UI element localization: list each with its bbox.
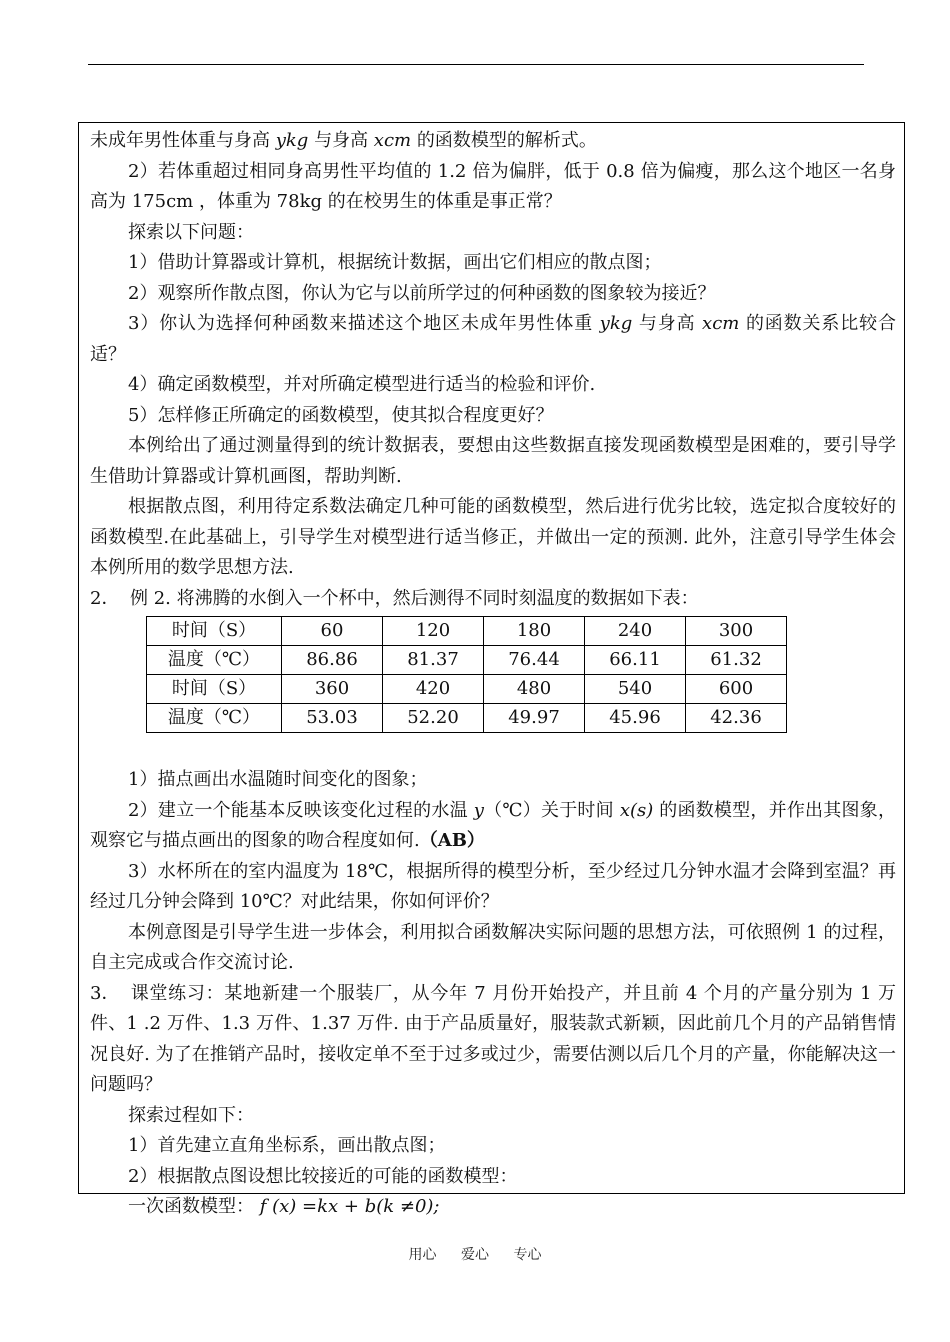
- content-body: [90, 126, 896, 1223]
- text: 课堂练习：某地新建一个服装厂，从今年 7 月份开始投产，并且前 4 个月的产量分别为 1 万件、1 .2 万件、1.3 万件、1.37 万件. 由于产品质量好，服装款式新颖，因此前几个月的产品销售情况良好. 为了在推销产品时，接收定单不至于过多或过少，需要估测以后几个月的产量，你能解决这一问题吗？: [90, 982, 896, 1095]
- exercise-3: [90, 979, 896, 1101]
- explore-title: 探索以下问题：: [128, 221, 254, 243]
- text: 未成年男性体重与身高: [90, 130, 276, 151]
- text: 一次函数模型：: [128, 1196, 260, 1217]
- explore-item-2: 2）观察所作散点图，你认为它与以前所学过的何种函数的图象较为接近？: [128, 282, 716, 304]
- explore-item-1: 1）借助计算器或计算机，根据统计数据，画出它们相应的散点图；: [128, 252, 662, 273]
- math-var: y: [473, 799, 484, 821]
- table-cell: 81.37: [383, 646, 484, 675]
- formula: f (x) =kx + b(k ≠0);: [259, 1196, 440, 1217]
- table-cell: 42.36: [686, 704, 787, 733]
- process-title: 探索过程如下：: [128, 1104, 254, 1126]
- table-row: [147, 675, 787, 704]
- table-cell: 86.86: [282, 646, 383, 675]
- question-2: 2）若体重超过相同身高男性平均值的 1.2 倍为偏胖，低于 0.8 倍为偏瘦，那么这个地区一名身高为 175cm ，体重为 78kg 的在校男生的体重是事正常？: [90, 160, 896, 212]
- line-1: [90, 126, 896, 157]
- linear-model: [90, 1192, 896, 1223]
- math-var: x(s): [619, 799, 654, 821]
- explore-item-5: 5）怎样修正所确定的函数模型，使其拟合程度更好？: [128, 404, 554, 426]
- task-2: [90, 796, 896, 857]
- paragraph-1: 本例给出了通过测量得到的统计数据表，要想由这些数据直接发现函数模型是困难的，要引导学生借助计算器或计算机画图，帮助判断.: [90, 435, 896, 487]
- table-row: [147, 704, 787, 733]
- table-cell: 600: [686, 675, 787, 704]
- task-3: 3）水杯所在的室内温度为 18℃，根据所得的模型分析，至少经过几分钟水温才会降到室温？再经过几分钟会降到 10℃？对此结果，你如何评价？: [90, 860, 896, 912]
- difficulty-tag: （AB）: [419, 830, 485, 851]
- text: 2）建立一个能基本反映该变化过程的水温: [128, 799, 474, 821]
- table-cell: 温度（℃）: [147, 704, 282, 733]
- math-var: xcm: [373, 130, 412, 151]
- footer-word: 爱心: [461, 1247, 489, 1263]
- table-cell: 76.44: [484, 646, 585, 675]
- math-var: ykg: [275, 130, 309, 151]
- table-cell: 180: [484, 617, 585, 646]
- table-cell: 时间（S）: [147, 675, 282, 704]
- text: 的函数关系比较合适？: [90, 313, 896, 365]
- table-cell: 时间（S）: [147, 617, 282, 646]
- page-footer: [0, 1244, 950, 1264]
- table-cell: 540: [585, 675, 686, 704]
- table-cell: 240: [585, 617, 686, 646]
- paragraph-3: 本例意图是引导学生进一步体会，利用拟合函数解决实际问题的思想方法，可依照例 1 的过程，自主完成或合作交流讨论.: [90, 921, 896, 973]
- table-cell: 360: [282, 675, 383, 704]
- table-cell: 45.96: [585, 704, 686, 733]
- table-cell: 120: [383, 617, 484, 646]
- process-step-2: 2）根据散点图设想比较接近的可能的函数模型：: [128, 1165, 518, 1187]
- footer-word: 专心: [513, 1247, 542, 1263]
- table-row: [147, 617, 787, 646]
- text: 例 2. 将沸腾的水倒入一个杯中，然后测得不同时刻温度的数据如下表：: [130, 587, 699, 609]
- paragraph-2: 根据散点图，利用待定系数法确定几种可能的函数模型，然后进行优劣比较，选定拟合度较好的函数模型.在此基础上，引导学生对模型进行适当修正，并做出一定的预测. 此外，注意引导学生体会本例所用的数学思想方法.: [90, 496, 896, 578]
- table-cell: 66.11: [585, 646, 686, 675]
- math-var: xcm: [702, 313, 740, 334]
- table-cell: 53.03: [282, 704, 383, 733]
- table-cell: 61.32: [686, 646, 787, 675]
- table-cell: 420: [383, 675, 484, 704]
- table-cell: 300: [686, 617, 787, 646]
- example-2-heading: [90, 584, 896, 615]
- table-cell: 60: [282, 617, 383, 646]
- content-frame: [78, 122, 905, 1217]
- temperature-table: [146, 616, 787, 733]
- task-1: 1）描点画出水温随时间变化的图象；: [128, 769, 428, 790]
- table-cell: 49.97: [484, 704, 585, 733]
- table-cell: 温度（℃）: [147, 646, 282, 675]
- table-cell: 480: [484, 675, 585, 704]
- text: 的函数模型的解析式。: [411, 130, 597, 151]
- math-var: ykg: [599, 313, 633, 334]
- footer-word: 用心: [408, 1247, 437, 1263]
- item-number: 2．: [90, 587, 120, 609]
- text: 的函数模型，并作出其图象，观察它与描点画出的图象的吻合程度如何.: [90, 799, 896, 851]
- table-row: [147, 646, 787, 675]
- item-number: 3．: [90, 982, 120, 1004]
- table-cell: 52.20: [383, 704, 484, 733]
- explore-item-4: 4）确定函数模型，并对所确定模型进行适当的检验和评价.: [128, 374, 596, 395]
- process-step-1: 1）首先建立直角坐标系，画出散点图；: [128, 1135, 446, 1156]
- text: 与身高: [308, 130, 374, 151]
- text: （℃）关于时间: [483, 799, 620, 821]
- explore-item-3: [90, 309, 896, 370]
- header-rule: [88, 64, 864, 65]
- text: 3）你认为选择何种函数来描述这个地区未成年男性体重: [128, 313, 600, 334]
- text: 与身高: [632, 313, 703, 334]
